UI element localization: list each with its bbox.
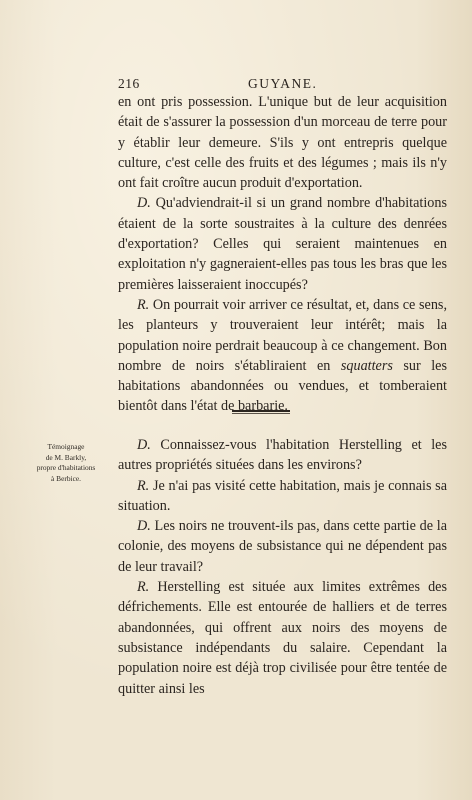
answer-text: Herstelling est située aux limites extrêmes des défrichements. Elle est entourée de halliers et de terres abandonnées, qui offrent aux noirs des moyens de subsistance indépendants du salaire. Cependant la population noire est déjà trop civilisée pour être tentée de quitter ainsi les (118, 579, 447, 697)
question-label: D. (137, 195, 151, 212)
margin-note (16, 442, 116, 484)
margin-note-line: à Berbice. (51, 473, 81, 483)
answer-paragraph (118, 577, 447, 699)
margin-note-line: Témoignage (47, 442, 85, 451)
answer-label: R. (137, 477, 150, 494)
answer-text-before: On pourrait voir arriver ce résultat, et, dans ce sens, les planteurs y trouveraient leur intérêt; mais la population noire perdrait beaucoup à ce changement. Bon nombre de noirs s'établiraient en (118, 296, 447, 374)
answer-paragraph (118, 295, 447, 417)
question-paragraph (118, 516, 447, 577)
answer-text: Je n'ai pas visité cette habitation, mais je connais sa situation. (118, 477, 447, 514)
paragraph-continuation: en ont pris possession. L'unique but de leur acquisition était de s'assurer la possession d'un morceau de terre pour y établir leur demeure. S'ils y ont entrepris quelque culture, c'est celle des fruits et des légumes ; mais ils n'y ont fait croître aucun produit d'exportation. (118, 94, 447, 192)
question-paragraph (118, 435, 447, 476)
bottom-text-block (118, 435, 447, 699)
question-label: D. (137, 518, 151, 535)
answer-text-after: sur les habitations abandonnées ou vendues, et tomberaient bientôt dans l'état de barbarie. (118, 357, 447, 415)
answer-label: R. (137, 296, 150, 313)
answer-text-italic: squatters (340, 357, 393, 374)
answer-label: R. (137, 579, 150, 596)
question-text: Connaissez-vous l'habitation Herstelling et les autres propriétés situées dans les environs? (118, 437, 448, 474)
page-number: 216 (118, 76, 140, 91)
question-paragraph (118, 193, 447, 294)
question-text: Qu'adviendrait-il si un grand nombre d'habitations étaient de la sorte soustraites à la culture des denrées d'exportation? Celles qui seraient maintenues en exploitation n'y gagneraient-elles pas tous les bras que les premières laisseraient inoccupés? (118, 195, 447, 293)
running-head: GUYANE. (248, 76, 318, 91)
top-text-block (118, 92, 447, 417)
page-header (118, 76, 438, 92)
question-text: Les noirs ne trouvent-ils pas, dans cette partie de la colonie, des moyens de subsistance qui ne dépendent pas de leur travail? (118, 518, 448, 575)
margin-note-line: propre d'habitations (36, 463, 96, 472)
section-divider (232, 410, 290, 412)
section-divider-thin (232, 413, 290, 414)
answer-paragraph (118, 476, 447, 517)
question-label: D. (137, 437, 151, 453)
margin-note-line: de M. Barkly, (45, 452, 87, 462)
